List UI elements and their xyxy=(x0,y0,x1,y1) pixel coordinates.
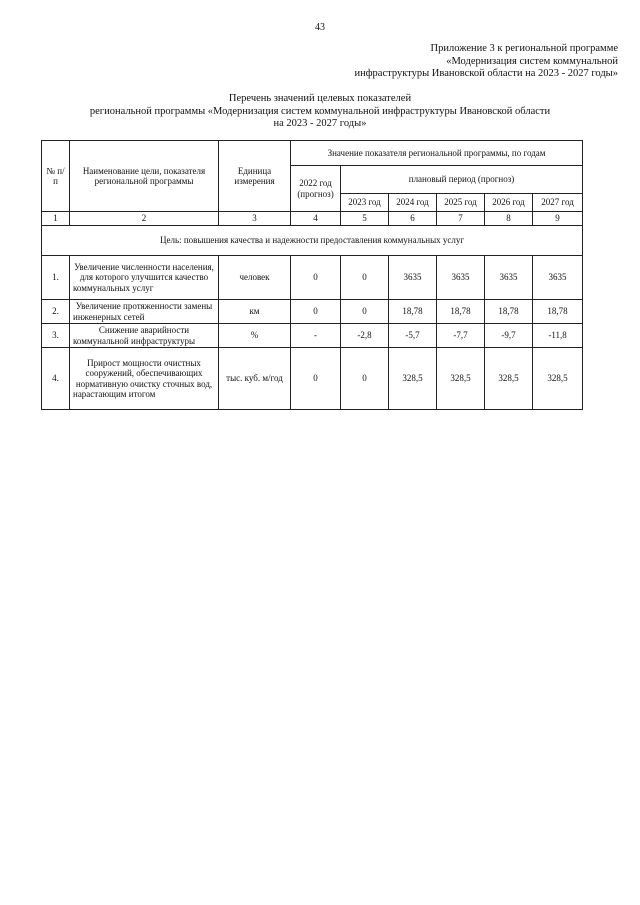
column-index: 2 xyxy=(70,212,219,226)
row-name: Прирост мощности очистных сооружений, обеспечивающих нормативную очистку сточных вод, нарастающим итогом xyxy=(70,348,219,410)
row-value: -7,7 xyxy=(437,324,485,348)
row-value: 328,5 xyxy=(437,348,485,410)
row-value: 0 xyxy=(341,256,389,300)
column-index: 4 xyxy=(291,212,341,226)
header-year: 2026 год xyxy=(485,194,533,212)
table-row xyxy=(42,300,583,324)
row-unit: км xyxy=(219,300,291,324)
row-num: 1. xyxy=(42,256,70,300)
row-unit: тыс. куб. м/год xyxy=(219,348,291,410)
row-value: 0 xyxy=(341,348,389,410)
header-year: 2024 год xyxy=(389,194,437,212)
header-year: 2025 год xyxy=(437,194,485,212)
row-num: 2. xyxy=(42,300,70,324)
row-value: 18,78 xyxy=(533,300,583,324)
row-value-2022: - xyxy=(291,324,341,348)
row-value: 3635 xyxy=(389,256,437,300)
row-value: -5,7 xyxy=(389,324,437,348)
document-title xyxy=(0,93,640,131)
title-line: Перечень значений целевых показателей xyxy=(228,93,412,104)
header-year: 2023 год xyxy=(341,194,389,212)
title-line: региональной программы «Модернизация систем коммунальной инфраструктуры Ивановской области xyxy=(89,105,551,117)
page-number: 43 xyxy=(315,22,325,33)
row-value: 328,5 xyxy=(485,348,533,410)
indicators-table xyxy=(41,140,583,410)
row-value: 18,78 xyxy=(389,300,437,324)
table-row xyxy=(42,324,583,348)
row-num: 3. xyxy=(42,324,70,348)
row-value: 3635 xyxy=(533,256,583,300)
header-num: № п/п xyxy=(42,141,70,212)
row-value: 328,5 xyxy=(533,348,583,410)
row-value: -2,8 xyxy=(341,324,389,348)
header-values-group: Значение показателя региональной программы, по годам xyxy=(291,141,583,166)
header-planned-period: плановый период (прогноз) xyxy=(341,166,583,194)
header-unit: Единица измерения xyxy=(219,141,291,212)
row-num: 4. xyxy=(42,348,70,410)
row-name: Увеличение протяженности замены инженерных сетей xyxy=(70,300,219,324)
header-year-2022: 2022 год (прогноз) xyxy=(291,166,341,212)
header-name: Наименование цели, показателя региональной программы xyxy=(70,141,219,212)
table-row xyxy=(42,256,583,300)
row-value-2022: 0 xyxy=(291,348,341,410)
row-unit: % xyxy=(219,324,291,348)
table-row xyxy=(42,348,583,410)
row-value: -11,8 xyxy=(533,324,583,348)
row-value: 0 xyxy=(341,300,389,324)
column-index: 6 xyxy=(389,212,437,226)
column-index: 1 xyxy=(42,212,70,226)
column-index: 8 xyxy=(485,212,533,226)
row-value: 18,78 xyxy=(485,300,533,324)
row-name: Увеличение численности населения, для которого улучшится качество коммунальных услуг xyxy=(70,256,219,300)
row-value-2022: 0 xyxy=(291,256,341,300)
column-index: 3 xyxy=(219,212,291,226)
appendix-line: Приложение 3 к региональной программе xyxy=(430,43,618,54)
header-year: 2027 год xyxy=(533,194,583,212)
row-value: 3635 xyxy=(437,256,485,300)
row-value: 328,5 xyxy=(389,348,437,410)
column-index: 5 xyxy=(341,212,389,226)
goal-row xyxy=(42,226,583,256)
goal-text: Цель: повышения качества и надежности предоставления коммунальных услуг xyxy=(42,226,583,256)
appendix-note xyxy=(355,43,618,81)
row-value-2022: 0 xyxy=(291,300,341,324)
column-index-row xyxy=(42,212,583,226)
row-value: 3635 xyxy=(485,256,533,300)
appendix-line: «Модернизация систем коммунальной xyxy=(446,55,618,67)
column-index: 7 xyxy=(437,212,485,226)
row-value: -9,7 xyxy=(485,324,533,348)
column-index: 9 xyxy=(533,212,583,226)
title-line: на 2023 - 2027 годы» xyxy=(273,118,367,129)
row-value: 18,78 xyxy=(437,300,485,324)
row-unit: человек xyxy=(219,256,291,300)
header-row xyxy=(42,141,583,166)
appendix-line: инфраструктуры Ивановской области на 2023 - 2027 годы» xyxy=(354,68,618,79)
row-name: Снижение аварийности коммунальной инфраструктуры xyxy=(70,324,219,348)
